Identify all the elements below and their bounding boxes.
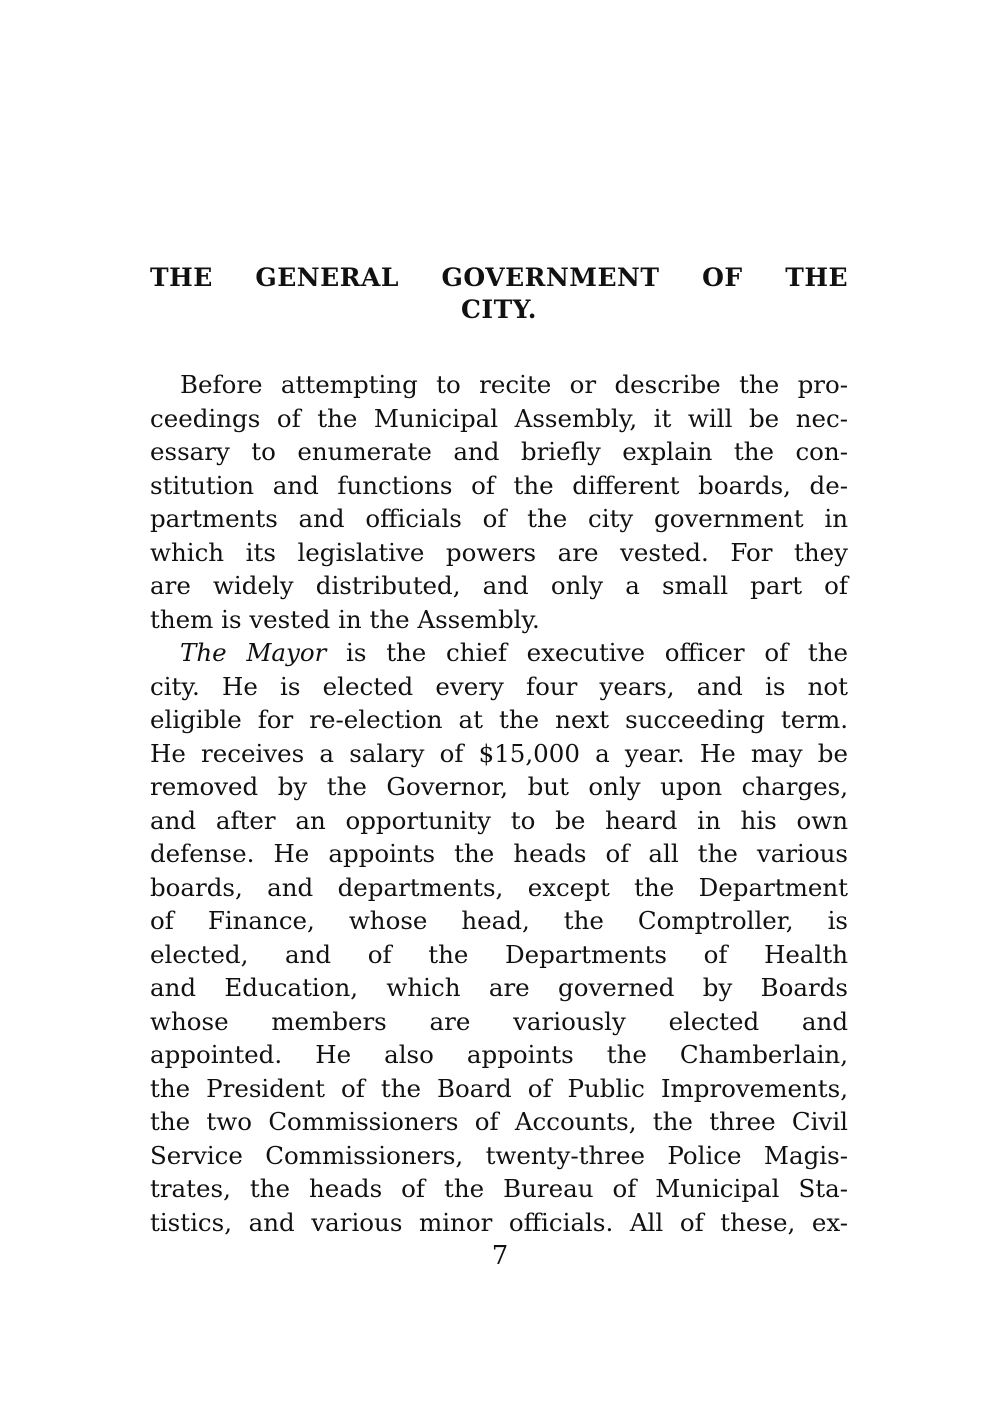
text-line: He receives a salary of $15,000 a year. He may be bbox=[150, 738, 848, 768]
text-line: the two Commissioners of Accounts, the three Civil bbox=[150, 1107, 848, 1136]
mayor-term: The Mayor bbox=[180, 638, 327, 667]
chapter-heading bbox=[150, 262, 848, 326]
paragraph-mayor bbox=[150, 636, 848, 1239]
text-line bbox=[150, 636, 848, 670]
mayor-lead-text: is the chief executive officer of the bbox=[326, 638, 849, 667]
text-line: appointed. He also appoints the Chamberlain, bbox=[150, 1040, 848, 1069]
text-line: stitution and functions of the different boards, de- bbox=[150, 470, 848, 500]
chapter-heading-line2: CITY. bbox=[460, 295, 538, 324]
text-line: and Education, which are governed by Boards bbox=[150, 973, 848, 1002]
text-line: ceedings of the Municipal Assembly, it will be nec- bbox=[150, 403, 848, 433]
text-line: of Finance, whose head, the Comptroller, is bbox=[150, 906, 848, 935]
text-line: boards, and departments, except the Department bbox=[150, 872, 848, 902]
text-line: Before attempting to recite or describe the pro- bbox=[180, 370, 848, 399]
text-line: and after an opportunity to be heard in his own bbox=[150, 805, 848, 835]
text-line: city. He is elected every four years, and is not bbox=[150, 671, 848, 701]
text-line: elected, and of the Departments of Health bbox=[150, 939, 848, 969]
text-line: the President of the Board of Public Improvements, bbox=[150, 1073, 848, 1103]
text-line: removed by the Governor, but only upon charges, bbox=[150, 772, 848, 801]
text-line: eligible for re-election at the next succeeding term. bbox=[150, 705, 848, 734]
text-line: tistics, and various minor officials. All of these, ex- bbox=[150, 1207, 848, 1237]
text-line: whose members are variously elected and bbox=[150, 1006, 848, 1036]
text-line: essary to enumerate and briefly explain the con- bbox=[150, 437, 848, 466]
text-line: partments and officials of the city government in bbox=[150, 504, 848, 533]
paragraph-intro bbox=[150, 368, 848, 636]
text-line: are widely distributed, and only a small part of bbox=[150, 571, 848, 600]
chapter-heading-line1: THE GENERAL GOVERNMENT OF THE bbox=[150, 263, 848, 292]
text-line: them is vested in the Assembly. bbox=[150, 604, 540, 634]
text-line: which its legislative powers are vested. For they bbox=[150, 537, 848, 567]
text-line: trates, the heads of the Bureau of Municipal Sta- bbox=[150, 1174, 848, 1203]
text-line: defense. He appoints the heads of all the various bbox=[150, 839, 848, 868]
page-number: 7 bbox=[491, 1241, 509, 1271]
text-line: Service Commissioners, twenty-three Police Magis- bbox=[150, 1140, 848, 1170]
page-body bbox=[150, 262, 848, 1239]
